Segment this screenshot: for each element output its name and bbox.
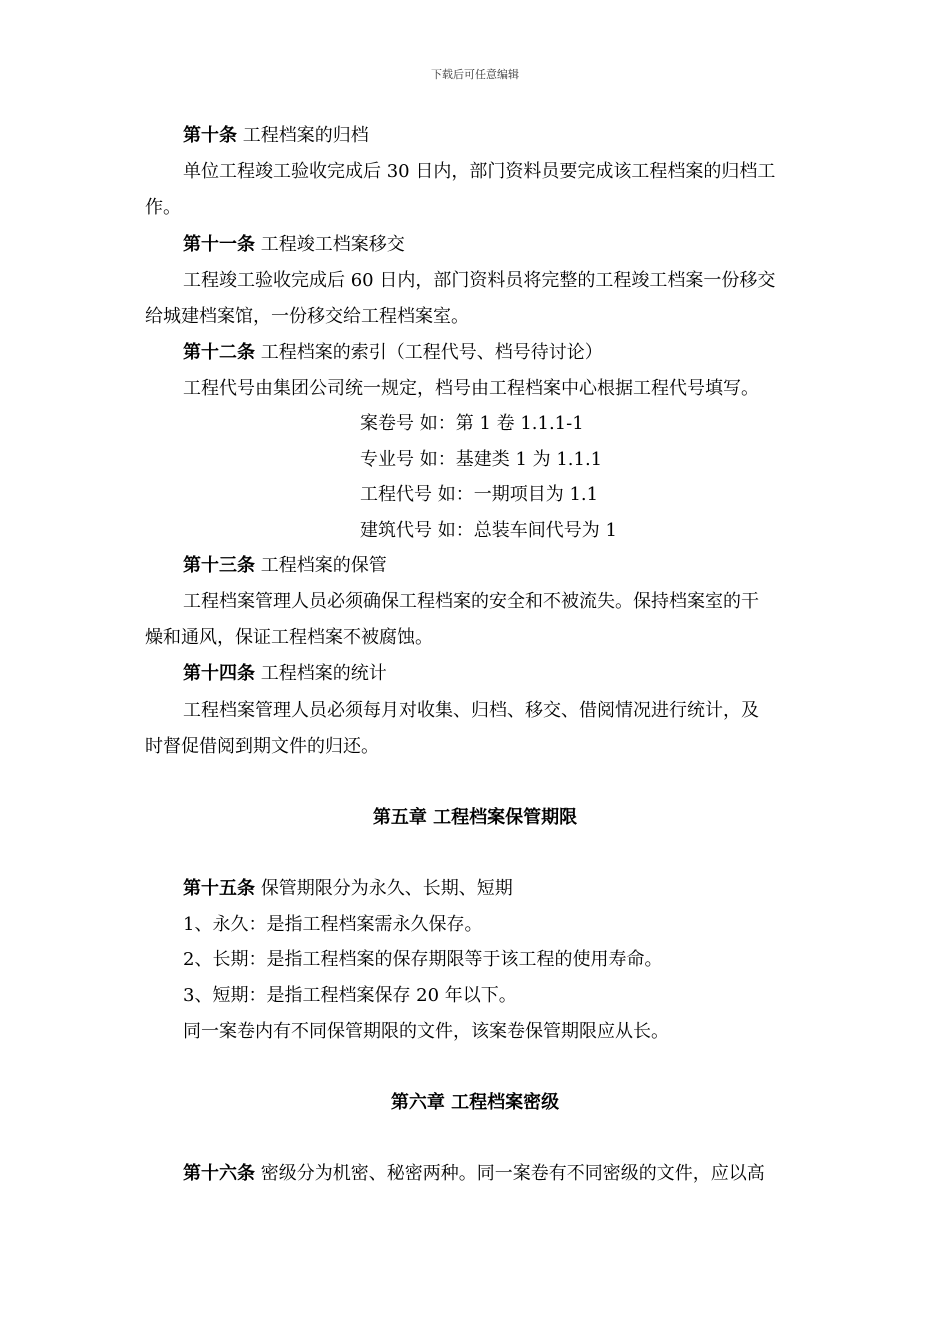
article-15-title: 保管期限分为永久、长期、短期 [260,878,513,899]
article-12-label: 第十二条 [183,342,255,363]
article-16-heading [183,1162,765,1186]
article-14-heading [183,662,387,686]
article-11-heading [183,233,405,257]
article-10-label: 第十条 [183,125,237,146]
article-12-heading [183,341,603,365]
article-10-body-line-1: 单位工程竣工验收完成后 30 日内，部门资料员要完成该工程档案的归档工 [183,161,776,182]
article-10-title: 工程档案的归档 [242,125,369,146]
article-15-label: 第十五条 [183,878,255,899]
article-14-body-line-1: 工程档案管理人员必须每月对收集、归档、移交、借阅情况进行统计，及 [183,700,759,721]
article-13-body-line-2: 燥和通风，保证工程档案不被腐蚀。 [145,627,433,648]
article-16-label: 第十六条 [183,1163,255,1184]
retention-rule-note: 同一案卷内有不同保管期限的文件，该案卷保管期限应从长。 [183,1021,669,1042]
chapter-5-title: 第五章 工程档案保管期限 [372,807,578,828]
article-12-body-line-1: 工程代号由集团公司统一规定，档号由工程档案中心根据工程代号填写。 [183,378,759,399]
chapter-6-title: 第六章 工程档案密级 [390,1092,560,1113]
article-11-body-line-1: 工程竣工验收完成后 60 日内，部门资料员将完整的工程竣工档案一份移交 [183,270,776,291]
article-11-title: 工程竣工档案移交 [260,234,405,255]
retention-item-permanent: 1、永久：是指工程档案需永久保存。 [183,914,483,935]
retention-item-short-term: 3、短期：是指工程档案保存 20 年以下。 [183,985,517,1006]
article-12-title: 工程档案的索引（工程代号、档号待讨论） [260,342,603,363]
article-10-heading [183,124,369,148]
article-10-body-line-2: 作。 [145,197,181,218]
article-11-label: 第十一条 [183,234,255,255]
code-example-volume: 案卷号 如：第 1 卷 1.1.1-1 [360,413,584,434]
article-16-title: 密级分为机密、秘密两种。同一案卷有不同密级的文件，应以高 [260,1163,765,1184]
article-13-body-line-1: 工程档案管理人员必须确保工程档案的安全和不被流失。保持档案室的干 [183,591,759,612]
article-11-body-line-2: 给城建档案馆，一份移交给工程档案室。 [145,306,469,327]
code-example-project: 工程代号 如：一期项目为 1.1 [360,484,599,505]
article-13-heading [183,554,387,578]
article-13-title: 工程档案的保管 [260,555,387,576]
page-header: 下载后可任意编辑 [431,68,519,81]
article-14-body-line-2: 时督促借阅到期文件的归还。 [145,736,379,757]
code-example-building: 建筑代号 如：总装车间代号为 1 [360,520,617,541]
article-14-title: 工程档案的统计 [260,663,387,684]
article-14-label: 第十四条 [183,663,255,684]
code-example-specialty: 专业号 如：基建类 1 为 1.1.1 [360,449,603,470]
retention-item-long-term: 2、长期：是指工程档案的保存期限等于该工程的使用寿命。 [183,949,663,970]
article-13-label: 第十三条 [183,555,255,576]
article-15-heading [183,877,513,901]
